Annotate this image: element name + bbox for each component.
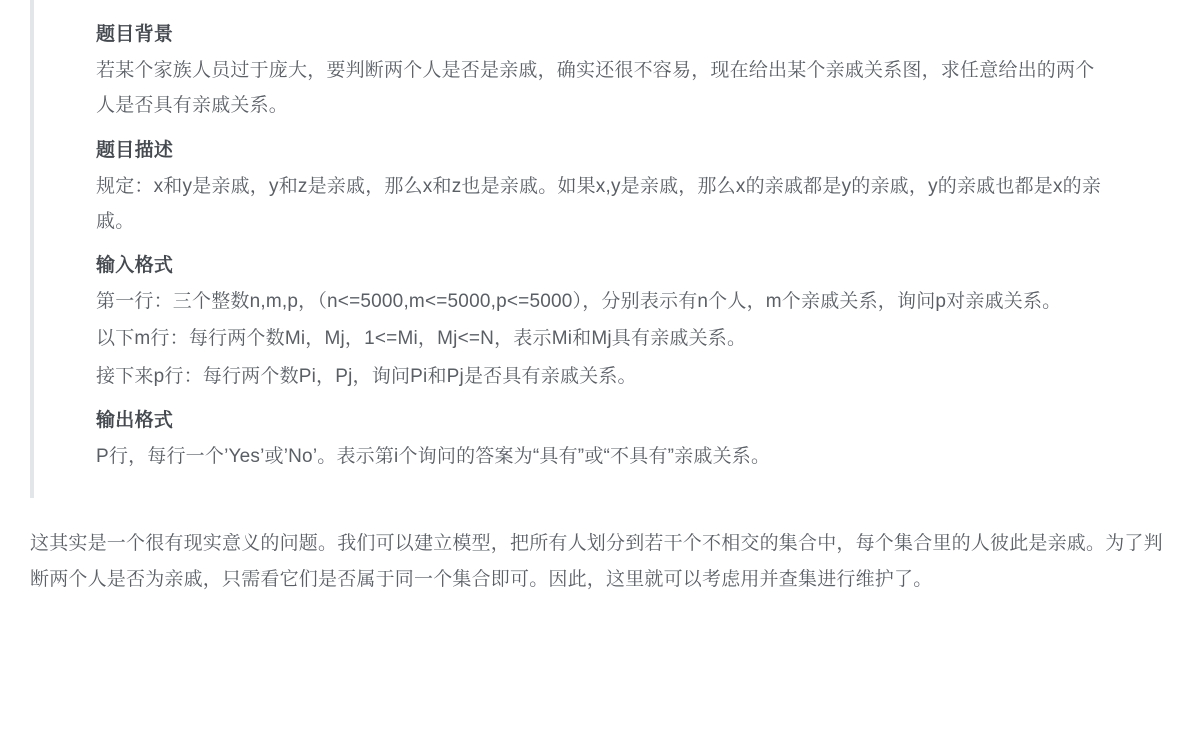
section-heading-background: 题目背景 <box>96 24 174 45</box>
section-heading-description: 题目描述 <box>96 139 174 161</box>
commentary-block <box>30 526 1168 598</box>
section-paragraph-output: P行，每行一个’Yes’或’No’。表示第i个询问的答案为“具有”或“不具有”亲戚关系。 <box>96 445 771 467</box>
commentary-paragraph: 这其实是一个很有现实意义的问题。我们可以建立模型，把所有人划分到若干个不相交的集合中，每个集合里的人彼此是亲戚。为了判断两个人是否为亲戚，只需看它们是否属于同一个集合即可。因此，这里就可以考虑用并查集进行维护了。 <box>30 533 1163 591</box>
section-paragraph-input-1: 第一行：三个整数n,m,p，（n<=5000,m<=5000,p<=5000），分别表示有n个人，m个亲戚关系，询问p对亲戚关系。 <box>96 291 1062 313</box>
problem-statement-blockquote <box>30 0 1143 498</box>
section-heading-output-format: 输出格式 <box>96 409 174 431</box>
section-paragraph-input-3: 接下来p行：每行两个数Pi，Pj，询问Pi和Pj是否具有亲戚关系。 <box>96 365 637 387</box>
section-heading-input-format: 输入格式 <box>96 255 174 277</box>
section-paragraph-description: 规定：x和y是亲戚，y和z是亲戚，那么x和z也是亲戚。如果x,y是亲戚，那么x的亲戚都是y的亲戚，y的亲戚也都是x的亲戚。 <box>96 175 1102 232</box>
section-paragraph-background: 若某个家族人员过于庞大，要判断两个人是否是亲戚，确实还很不容易，现在给出某个亲戚关系图，求任意给出的两个人是否具有亲戚关系。 <box>96 60 1095 117</box>
section-paragraph-input-2: 以下m行：每行两个数Mi，Mj，1<=Mi，Mj<=N，表示Mi和Mj具有亲戚关系。 <box>96 328 747 350</box>
